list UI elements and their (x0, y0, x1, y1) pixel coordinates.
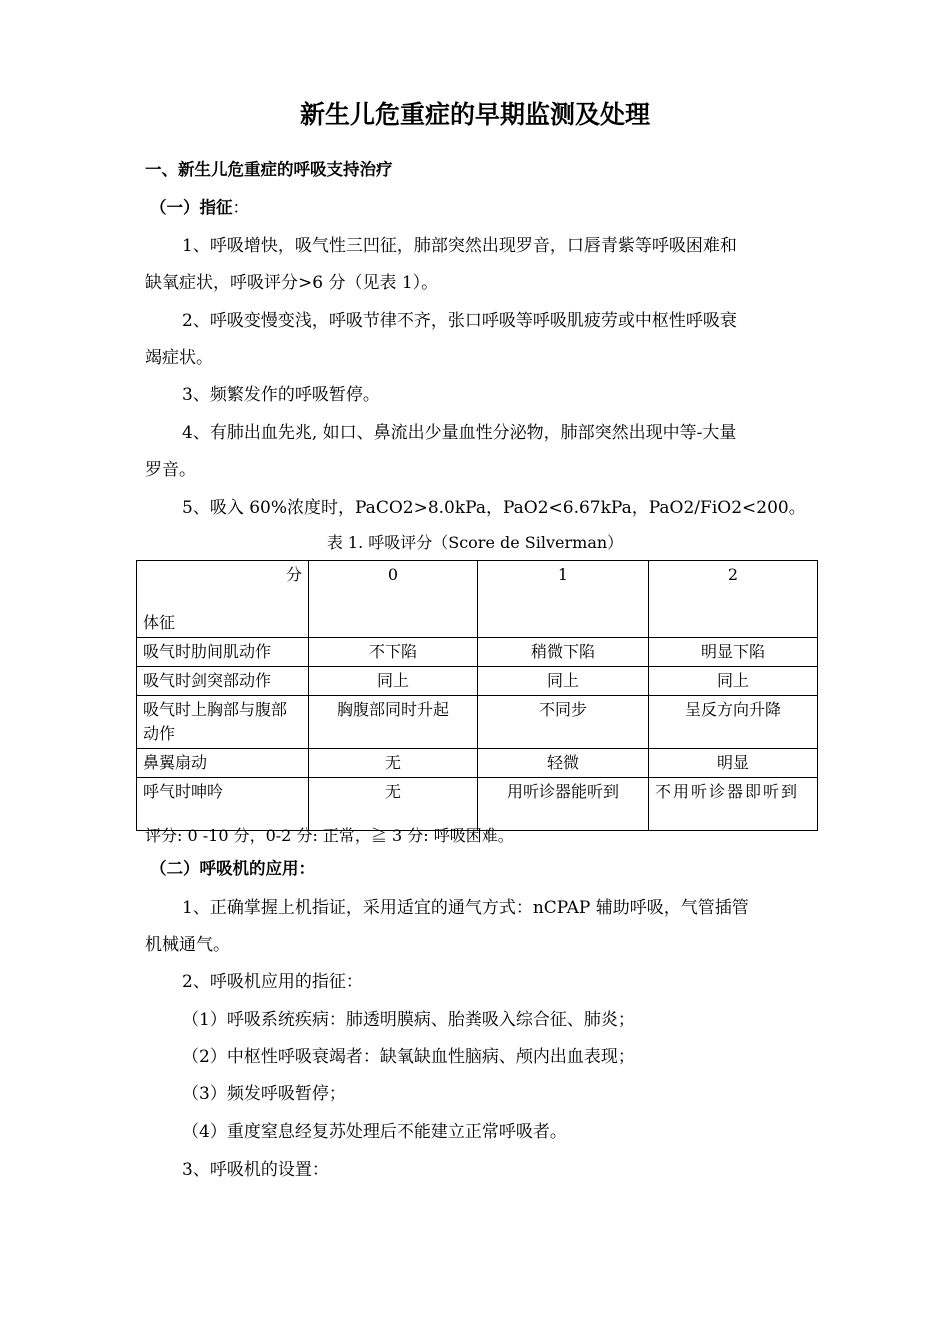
table-row (137, 667, 818, 696)
row-score-0: 无 (309, 778, 478, 831)
silverman-score-table (136, 560, 818, 831)
row-score-1: 同上 (478, 667, 649, 696)
row-sign: 鼻翼扇动 (137, 749, 309, 778)
row-score-1: 轻微 (478, 749, 649, 778)
indication-1-line-2: 缺氧症状，呼吸评分>6 分（见表 1）。 (145, 273, 439, 293)
score-header-0: 0 (309, 561, 478, 638)
table-row (137, 749, 818, 778)
row-score-2: 同上 (649, 667, 818, 696)
row-score-0: 胸腹部同时升起 (309, 696, 478, 749)
row-score-1: 稍微下陷 (478, 638, 649, 667)
indication-1-line-1: 1、呼吸增快，吸气性三凹征，肺部突然出现罗音，口唇青紫等呼吸困难和 (182, 236, 737, 256)
row-score-2: 呈反方向升降 (649, 696, 818, 749)
ventilator-item-2: 2、呼吸机应用的指征： (182, 972, 363, 992)
row-score-2: 明显 (649, 749, 818, 778)
row-score-2: 不用听诊器即听到 (649, 778, 818, 831)
row-sign: 吸气时肋间肌动作 (137, 638, 309, 667)
indication-4-line-1: 4、有肺出血先兆, 如口、鼻流出少量血性分泌物，肺部突然出现中等-大量 (182, 423, 737, 443)
row-sign: 呼气时呻吟 (137, 778, 309, 831)
heading-colon: ： (232, 198, 249, 217)
table-row (137, 696, 818, 749)
row-score-2: 明显下陷 (649, 638, 818, 667)
row-score-0: 无 (309, 749, 478, 778)
indication-2-line-2: 竭症状。 (145, 348, 213, 368)
indication-2-line-1: 2、呼吸变慢变浅，呼吸节律不齐，张口呼吸等呼吸肌疲劳或中枢性呼吸衰 (182, 311, 737, 331)
indication-3: 3、频繁发作的呼吸暂停。 (182, 385, 380, 405)
indication-5: 5、吸入 60%浓度时，PaCO2>8.0kPa，PaO2<6.67kPa，PaO2/FiO2<200。 (182, 498, 806, 518)
ventilator-item-1-line-2: 机械通气。 (145, 935, 230, 955)
row-sign: 吸气时上胸部与腹部动作 (137, 696, 309, 749)
subsection-heading-ventilator: （二）呼吸机的应用： (150, 859, 315, 878)
page-title: 新生儿危重症的早期监测及处理 (299, 100, 650, 129)
row-sign: 吸气时剑突部动作 (137, 667, 309, 696)
row-score-1: 不同步 (478, 696, 649, 749)
ventilator-indication-3: （3）频发呼吸暂停； (182, 1084, 346, 1104)
row-score-0: 同上 (309, 667, 478, 696)
section-heading: 一、新生儿危重症的呼吸支持治疗 (145, 160, 393, 179)
score-header-1: 1 (478, 561, 649, 638)
indication-4-line-2: 罗音。 (145, 460, 196, 480)
table-corner-cell (137, 561, 309, 638)
ventilator-indication-2: （2）中枢性呼吸衰竭者：缺氧缺血性脑病、颅内出血表现； (182, 1047, 635, 1067)
row-score-1: 用听诊器能听到 (478, 778, 649, 831)
table-row (137, 638, 818, 667)
score-header-2: 2 (649, 561, 818, 638)
subsection-heading-text: （一）指征 (150, 198, 233, 217)
row-score-0: 不下陷 (309, 638, 478, 667)
table-header-row (137, 561, 818, 638)
ventilator-item-3: 3、呼吸机的设置： (182, 1160, 329, 1180)
score-note: 评分: 0 -10 分，0-2 分: 正常，≧ 3 分: 呼吸困难。 (145, 826, 514, 845)
subsection-heading-indications (150, 194, 249, 218)
ventilator-indication-4: （4）重度窒息经复苏处理后不能建立正常呼吸者。 (182, 1122, 567, 1142)
corner-score-label: 分 (285, 565, 302, 584)
table-caption: 表 1. 呼吸评分（Score de Silverman） (326, 533, 624, 552)
ventilator-indication-1: （1）呼吸系统疾病：肺透明膜病、胎粪吸入综合征、肺炎； (182, 1010, 635, 1030)
ventilator-item-1-line-1: 1、正确掌握上机指证，采用适宜的通气方式：nCPAP 辅助呼吸，气管插管 (182, 898, 749, 918)
corner-sign-label: 体征 (143, 613, 176, 632)
